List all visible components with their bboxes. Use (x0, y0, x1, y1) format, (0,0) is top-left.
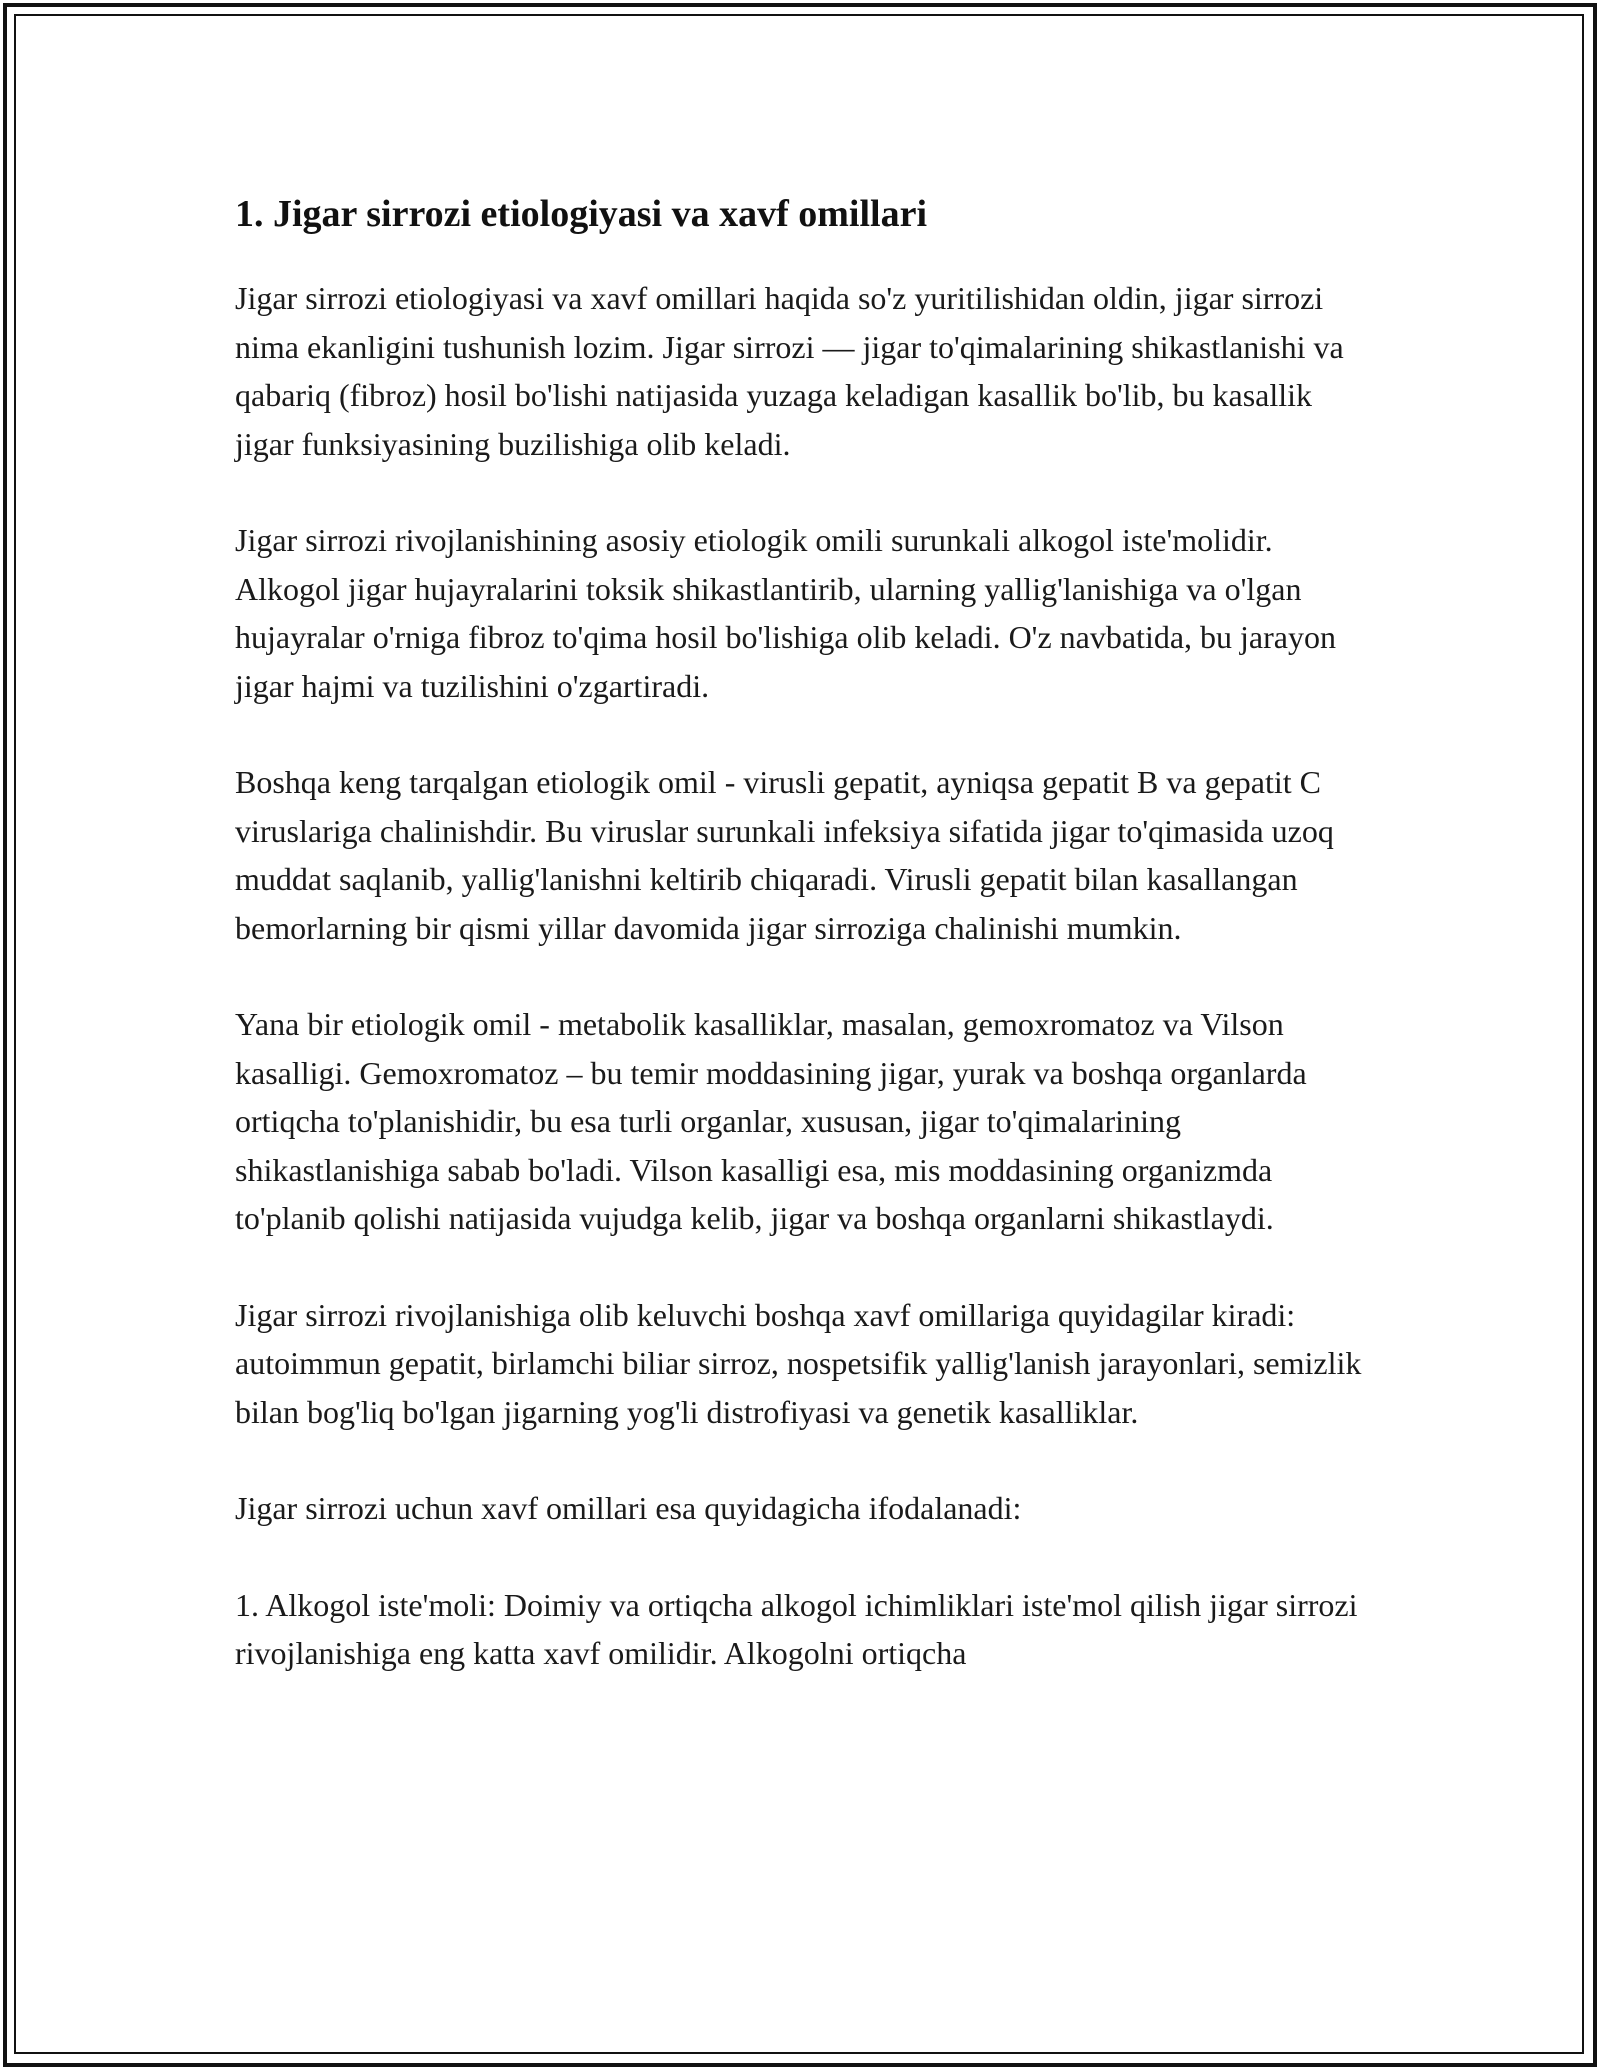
section-heading: 1. Jigar sirrozi etiologiyasi va xavf omillari (235, 193, 927, 235)
paragraph-alcohol-etiology: Jigar sirrozi rivojlanishining asosiy etiologik omili surunkali alkogol iste'molidir. Alkogol jigar hujayralarini toksik shikastlantirib, ularning yallig'lanishiga va o'lgan hujayralar o'rniga fibroz to'qima hosil bo'lishiga olib keladi. O'z navbatida, bu jarayon jigar hajmi va tuzilishini o'zgartiradi. (235, 522, 1336, 704)
paragraph-definition: Jigar sirrozi etiologiyasi va xavf omillari haqida so'z yuritilishidan oldin, jigar sirrozi nima ekanligini tushunish lozim. Jigar sirrozi — jigar to'qimalarining shikastlanishi va qabariq (fibroz) hosil bo'lishi natijasida yuzaga keladigan kasallik bo'lib, bu kasallik jigar funksiyasining buzilishiga olib keladi. (235, 280, 1344, 462)
paragraph-other-risk-factors: Jigar sirrozi rivojlanishiga olib keluvchi boshqa xavf omillariga quyidagilar kiradi: autoimmun gepatit, birlamchi biliar sirroz, nospetsifik yallig'lanish jarayonlari, semizlik bilan bog'liq bo'lgan jigarning yog'li distrofiyasi va genetik kasalliklar. (235, 1296, 1362, 1430)
document-body (235, 186, 1370, 1726)
paragraph-metabolic-diseases: Yana bir etiologik omil - metabolik kasalliklar, masalan, gemoxromatoz va Vilson kasalligi. Gemoxromatoz – bu temir moddasining jigar, yurak va boshqa organlarda ortiqcha to'planishidir, bu esa turli organlar, xususan, jigar to'qimalarining shikastlanishiga sabab bo'ladi. Vilson kasalligi esa, mis moddasining organizmda to'planib qolishi natijasida vujudga kelib, jigar va boshqa organlarni shikastlaydi. (235, 1006, 1307, 1236)
paragraph-risk-factors-intro: Jigar sirrozi uchun xavf omillari esa quyidagicha ifodalanadi: (235, 1490, 1022, 1526)
paragraph-viral-hepatitis: Boshqa keng tarqalgan etiologik omil - virusli gepatit, ayniqsa gepatit B va gepatit C viruslariga chalinishdir. Bu viruslar surunkali infeksiya sifatida jigar to'qimasida uzoq muddat saqlanib, yallig'lanishni keltirib chiqaradi. Virusli gepatit bilan kasallangan bemorlarning bir qismi yillar davomida jigar sirroziga chalinishi mumkin. (235, 764, 1334, 946)
paragraph-risk-factor-alcohol: 1. Alkogol iste'moli: Doimiy va ortiqcha alkogol ichimliklari iste'mol qilish jigar sirrozi rivojlanishiga eng katta xavf omilidir. Alkogolni ortiqcha (235, 1586, 1358, 1671)
